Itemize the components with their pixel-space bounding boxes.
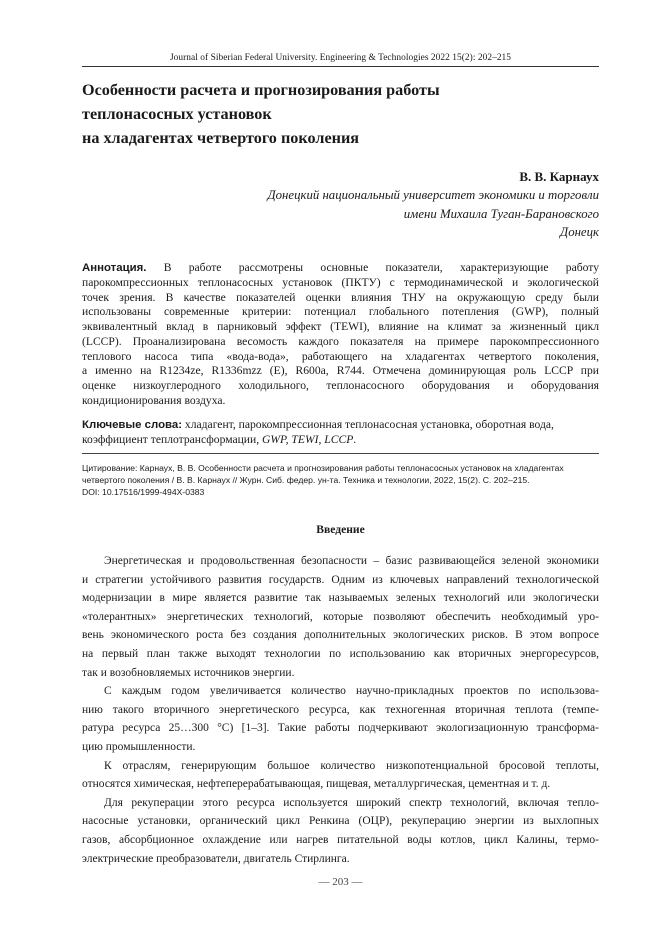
- author-affiliation: [82, 186, 599, 242]
- body-line: нию такого вторичного энергетического ресурса, как техногенная вторичная теплота (темпе-: [82, 703, 599, 716]
- body-line: Для рекуперации этого ресурса используется широкий спектр технологий, включая тепло-: [104, 796, 599, 809]
- title-line: Особенности расчета и прогнозирования работы: [82, 81, 440, 99]
- body-line: цию промышленности.: [82, 740, 196, 753]
- title-line: теплонасосных установок: [82, 105, 272, 123]
- citation-line: четвертого поколения / В. В. Карнаух // Журн. Сиб. федер. ун-та. Техника и технологии, 2022, 15(2). С. 202–215.: [82, 475, 530, 485]
- abstract-line: кондиционирования воздуха.: [82, 393, 226, 407]
- keywords-italic: GWP, TEWI, LCCP: [262, 432, 354, 446]
- body-line: так и возобновляемых источников энергии.: [82, 666, 295, 679]
- body-line: Энергетическая и продовольственная безопасности – базис развивающейся зеленой экономики: [104, 555, 599, 567]
- abstract-line: точек зрения. В качестве показателей оценки влияния ТНУ на окружающую среду были: [82, 290, 599, 304]
- body-line: на первый план также выходят технологии по использованию как вторичных энергоресурсов,: [82, 647, 599, 660]
- affiliation-line: Донецк: [560, 225, 599, 239]
- keywords: [82, 418, 599, 448]
- citation-divider: [82, 453, 599, 454]
- body-line: К отраслям, генерирующим большое количество низкопотенциальной бросовой теплоты,: [104, 759, 599, 772]
- author-name: В. В. Карнаух: [519, 169, 599, 184]
- header-rule: [82, 66, 599, 67]
- abstract-label: Аннотация.: [82, 262, 147, 274]
- body-line: вень экономического роста без создания дополнительных экологических рисков. В этом вопросе: [82, 629, 599, 642]
- body-line: электрические преобразователи, двигатель Стирлинга.: [82, 852, 350, 865]
- abstract-line: а именно на R1234ze, R1336mzz (E), R600a, R744. Отмечена доминирующая роль LCCP при: [82, 364, 599, 378]
- affiliation-line: имени Михаила Туган-Барановского: [403, 206, 599, 221]
- abstract-line: (LCCP). Проанализирована весомость каждого показателя на примере парокомпрессионного: [82, 334, 599, 348]
- title-line: на хладагентах четвертого поколения: [82, 129, 360, 147]
- abstract-line: парокомпрессионных теплонасосных установок (ПКТУ) с термодинамической и экологической: [82, 275, 599, 289]
- body-line: относятся химическая, нефтеперерабатывающая, пищевая, металлургическая, цементная и т. д.: [82, 778, 551, 791]
- body-line: насосные установки, органический цикл Ренкина (ОЦР), рекуперацию энергии из выхлопных: [82, 815, 599, 828]
- citation: [82, 462, 599, 498]
- citation-doi[interactable]: DOI: 10.17516/1999-494X-0383: [82, 487, 205, 497]
- author-block: [82, 168, 599, 242]
- abstract-line: теплового насоса типа «вода-вода», работающего на хладагентах четвертого поколения,: [82, 349, 599, 363]
- abstract: [82, 261, 599, 409]
- abstract-line: оценке низкоуглеродного холодильного, теплонасосного оборудования и оборудования: [82, 379, 599, 392]
- body-line: модернизации в мире является развитие так называемых зеленых технологий или экологически: [82, 592, 599, 605]
- body-line: ратура ресурса 25…300 °C) [1–3]. Такие работы подчеркивают экологизационную трансформа-: [82, 722, 599, 735]
- body-text: [82, 552, 599, 868]
- abstract-line: эквивалентный вклад в парниковый эффект (TEWI), влияние на климат за жизненный цикл: [82, 320, 599, 333]
- section-title: Введение: [316, 523, 365, 536]
- body-line: и стратегии устойчивого развития государств. Одним из ключевых направлений технологической: [82, 573, 599, 586]
- affiliation-line: Донецкий национальный университет экономики и торговли: [267, 188, 599, 202]
- keywords-label: Ключевые слова:: [82, 419, 183, 431]
- abstract-line: использованы современные критерии: потенциал глобального потепления (GWP), полный: [82, 305, 599, 319]
- body-line: С каждым годом увеличивается количество научно-прикладных проектов по использова-: [104, 685, 599, 698]
- page-number: — 203 —: [318, 876, 363, 888]
- keywords-line: Ключевые слова: хладагент, парокомпрессионная теплонасосная установка, оборотная вода,: [82, 418, 554, 431]
- citation-line: Цитирование: Карнаух, В. В. Особенности расчета и прогнозирования работы теплонасосных установок на хладагентах: [82, 463, 564, 473]
- article-title: [82, 78, 599, 150]
- journal-header: Journal of Siberian Federal University. Engineering & Technologies 2022 15(2): 202–215: [169, 53, 512, 63]
- body-line: «толерантных» энергетических технологий, которые позволяют обеспечить необходимый уро-: [82, 610, 599, 623]
- body-line: газов, абсорбционное охлаждение или нагрев питательной воды котлов, цикл Калины, термо-: [82, 833, 599, 846]
- abstract-line: Аннотация. В работе рассмотрены основные показатели, характеризующие работу: [82, 261, 599, 274]
- keywords-line: коэффициент теплотрансформации, GWP, TEWI, LCCP.: [82, 432, 357, 446]
